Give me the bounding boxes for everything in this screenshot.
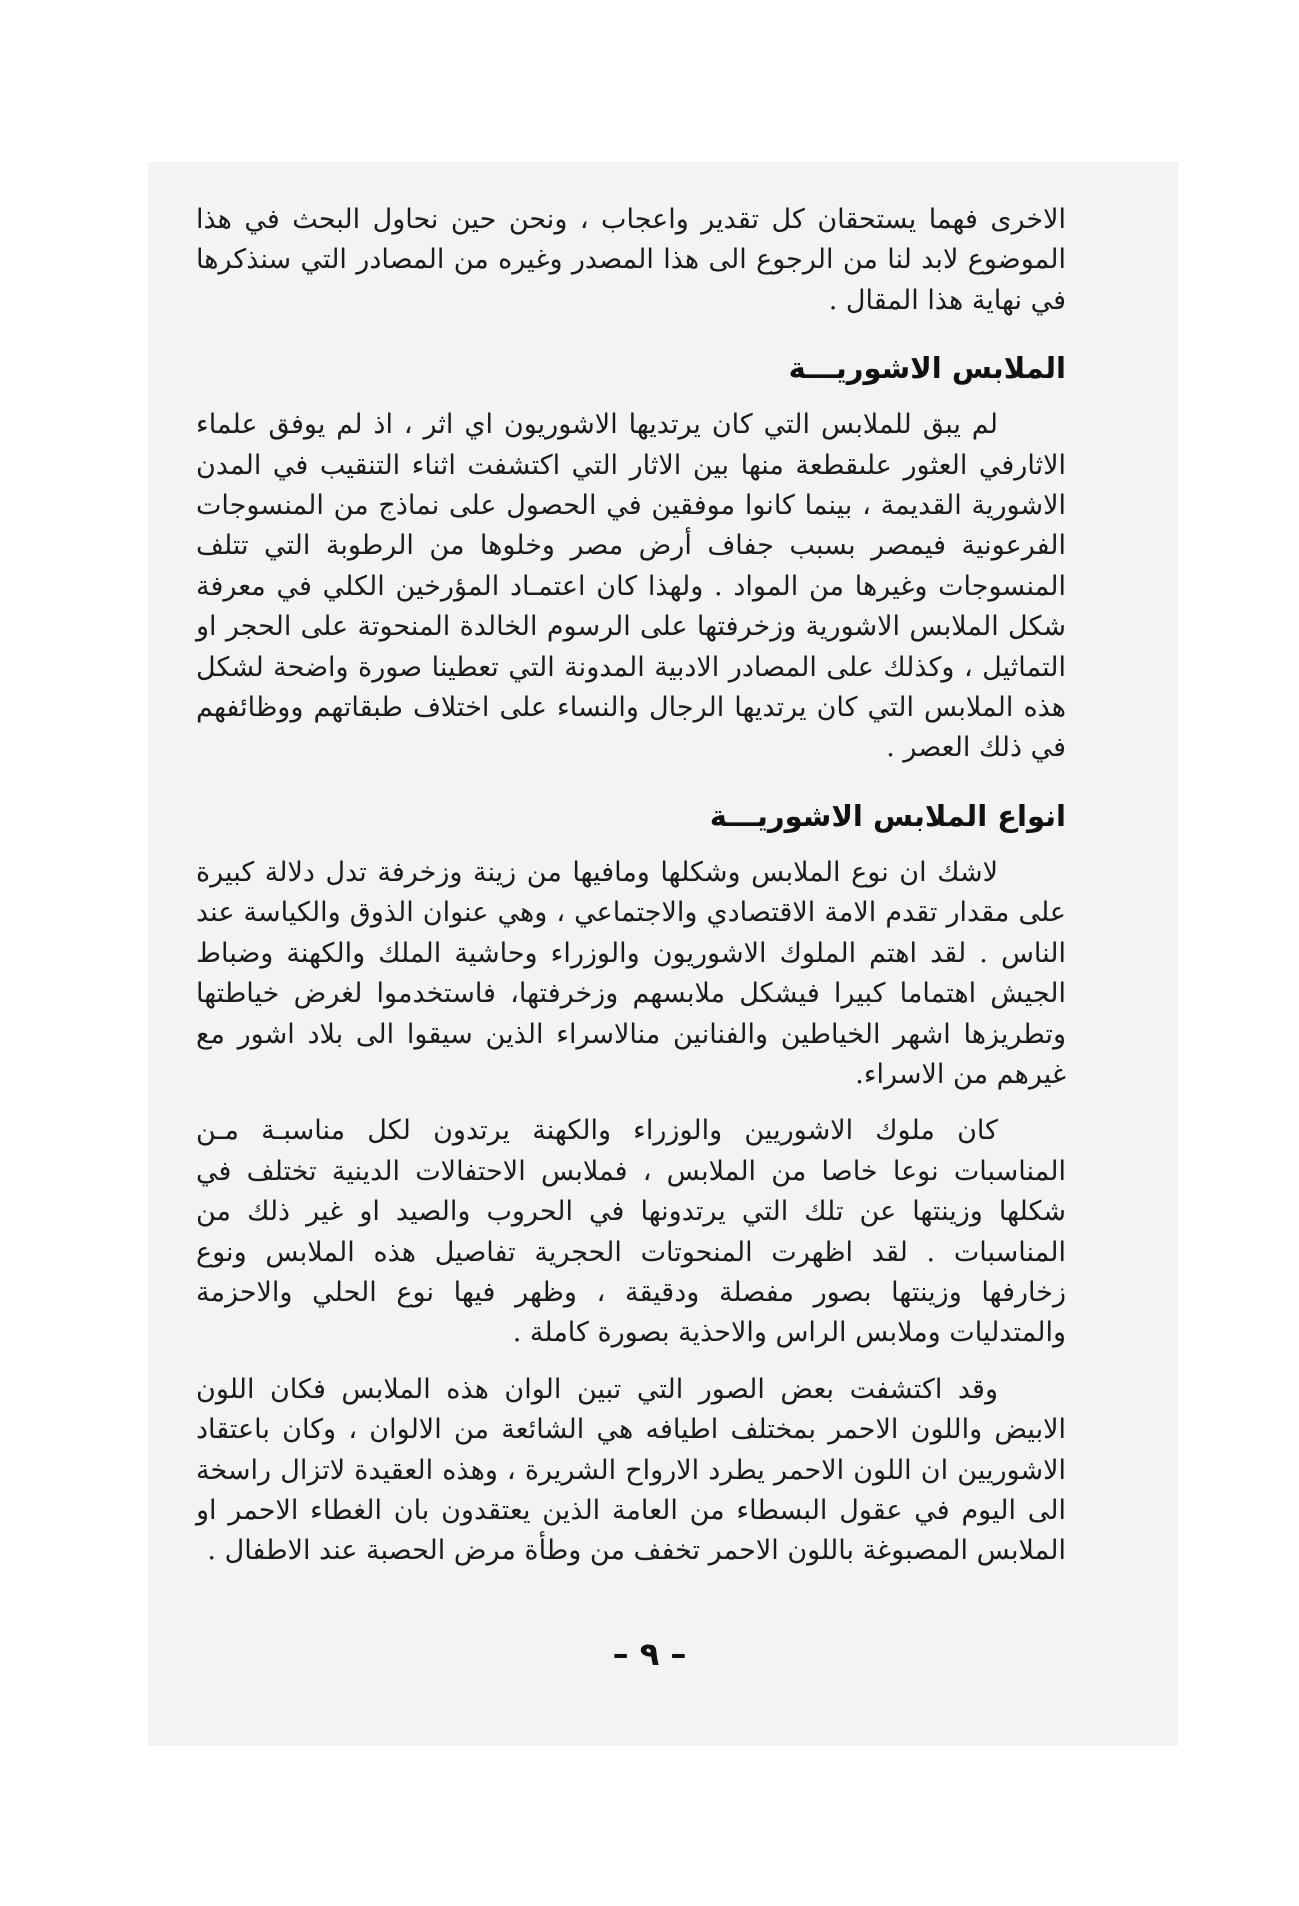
intro-paragraph: الاخرى فهما يستحقان كل تقدير واعجاب ، ونحن حين نحاول البحث في هذا الموضوع لابد لنا من الرجوع الى هذا المصدر وغيره من المصادر التي سنذكرها في نهاية هذا المقال . xyxy=(196,204,1066,316)
page-text xyxy=(196,200,1066,1572)
section-heading-assyrian-clothing: الملابس الاشوريـــة xyxy=(788,351,1066,386)
section2-paragraph-3: وقد اكتشفت بعض الصور التي تبين الوان هذه الملابس فكان اللون الابيض واللون الاحمر بمختلف اطيافه هي الشائعة من الالوان ، وكان باعتقاد الاشوريين ان اللون الاحمر يطرد الارواح الشريرة ، وهذه العقيدة لاتزال راسخة الى اليوم في عقول البسطاء من العامة الذين يعتقدون بان الغطاء الاحمر او الملابس المصبوغة باللون الاحمر تخفف من وطأة مرض الحصبة عند الاطفال . xyxy=(196,1373,1066,1567)
section1-paragraph: لم يبق للملابس التي كان يرتديها الاشوريون اي اثر ، اذ لم يوفق علماء الاثارفي العثور علىقطعة منها بين الاثار التي اكتشفت اثناء التنقيب في المدن الاشورية القديمة ، بينما كانوا موفقين في الحصول على نماذج من المنسوجات الفرعونية فيمصر بسبب جفاف أرض مصر وخلوها من الرطوبة التي تتلف المنسوجات وغيرها من المواد . ولهذا كان اعتمـاد المؤرخين الكلي في معرفة شكل الملابس الاشورية وزخرفتها على الرسوم الخالدة المنحوتة على الحجر او التماثيل ، وكذلك على المصادر الادبية المدونة التي تعطينا صورة واضحة لشكل هذه الملابس التي كان يرتديها الرجال والنساء على اختلاف طبقاتهم ووظائفهم في ذلك العصر . xyxy=(196,409,1066,764)
section-heading-types-of-clothing: انواع الملابس الاشوريـــة xyxy=(709,798,1066,833)
section2-paragraph-2: كان ملوك الاشوريين والوزراء والكهنة يرتدون لكل مناسبـة مـن المناسبات نوعا خاصا من الملابس ، فملابس الاحتفالات الدينية تختلف في شكلها وزينتها عن تلك التي يرتدونها في الحروب والصيد او غير ذلك من المناسبات . لقد اظهرت المنحوتات الحجرية تفاصيل هذه الملابس ونوع زخارفها وزينتها بصور مفصلة ودقيقة ، وظهر فيها نوع الحلي والاحزمة والمتدليات وملابس الراس والاحذية بصورة كاملة . xyxy=(196,1115,1066,1349)
section2-paragraph-1: لاشك ان نوع الملابس وشكلها ومافيها من زينة وزخرفة تدل دلالة كبيرة على مقدار تقدم الامة الاقتصادي والاجتماعي ، وهي عنوان الذوق والكياسة عند الناس . لقد اهتم الملوك الاشوريون والوزراء وحاشية الملك والكهنة وضباط الجيش اهتماما كبيرا فيشكل ملابسهم وزخرفتها، فاستخدموا لغرض خياطتها وتطريزها اشهر الخياطين والفنانين منالاسراء الذين سيقوا الى بلاد اشور مع غيرهم من الاسراء. xyxy=(196,856,1066,1090)
page-number: – ٩ – xyxy=(612,1635,687,1673)
